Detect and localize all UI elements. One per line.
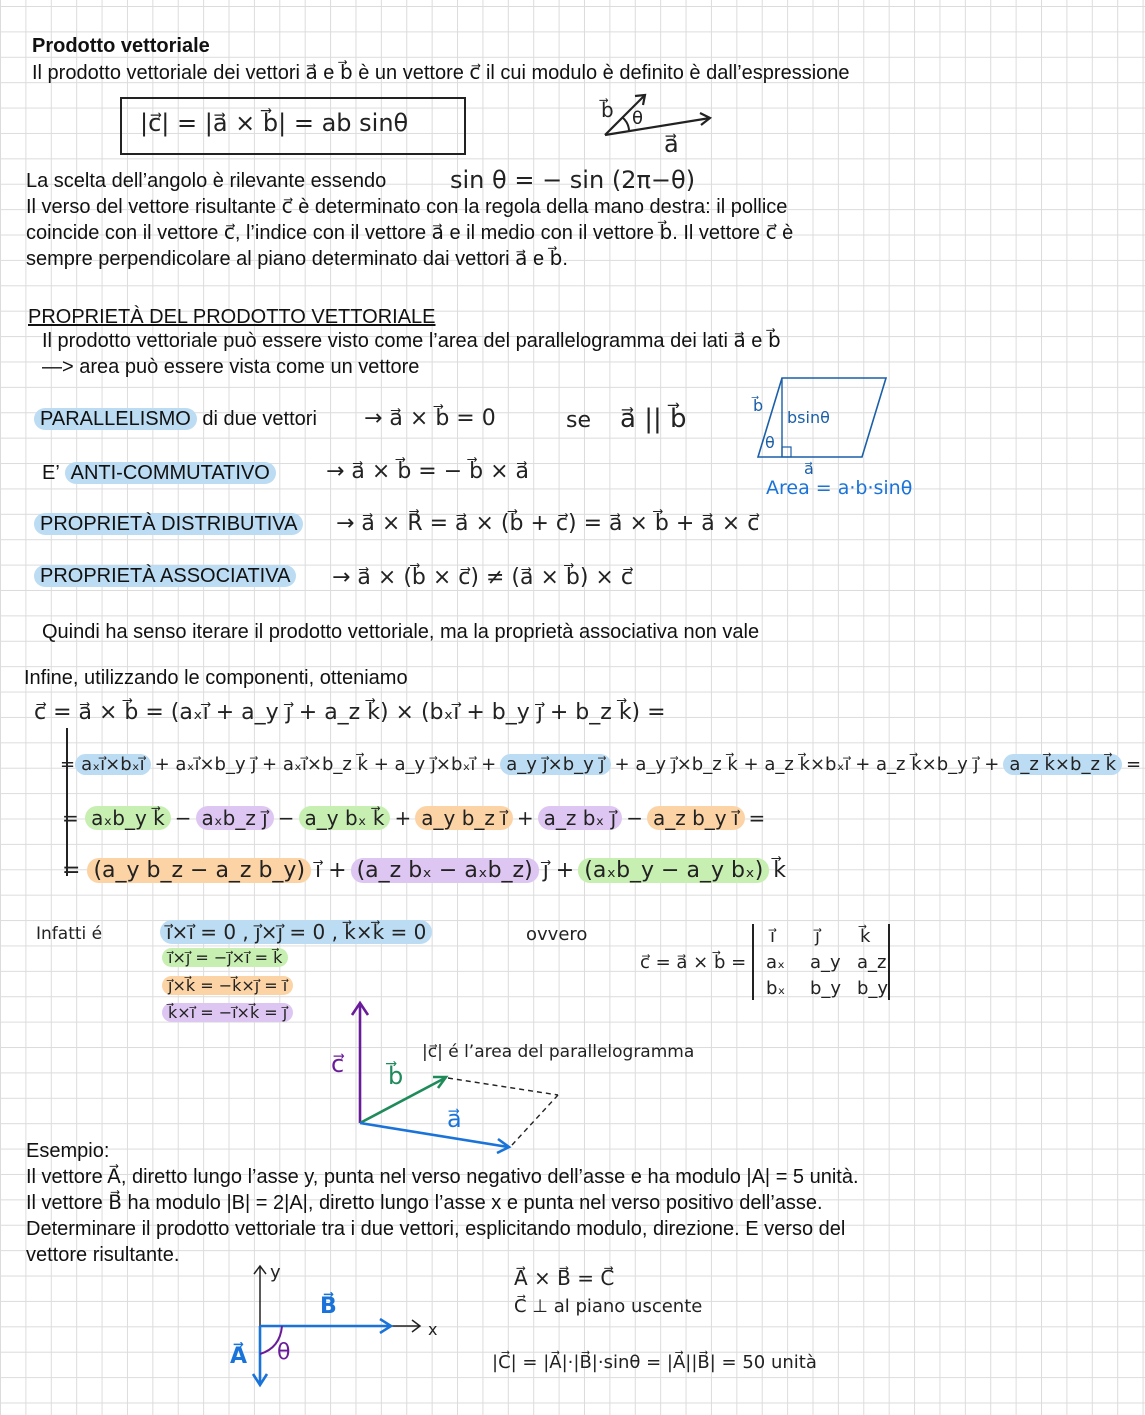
ovvero-label: ovvero — [526, 924, 588, 945]
expansion-line-3-terms — [85, 806, 769, 830]
diagram1-a-label: a⃗ — [664, 130, 679, 158]
diagram3-B-label: B⃗ — [320, 1294, 337, 1319]
axes-diagram — [230, 1262, 450, 1392]
expansion-term: = — [1126, 754, 1142, 775]
angle-text: La scelta dell’angolo è rilevante essendo — [26, 170, 387, 192]
diagram3-A-label: A⃗ — [230, 1344, 248, 1369]
expansion-term: (aₓb_y − a_y bₓ) — [578, 858, 769, 883]
prop-parallel-formula: → a⃗ × b⃗ = 0 — [364, 406, 496, 431]
det-r1c2: a_z — [857, 952, 887, 973]
expansion-line-4-terms — [87, 858, 790, 883]
solution-line-3: |C⃗| = |A⃗|·|B⃗|·sinθ = |A⃗||B⃗| = 50 unità — [492, 1352, 817, 1373]
properties-intro-1: Il prodotto vettoriale può essere visto come l’area del parallelogramma dei lati a⃗ e b⃗ — [42, 330, 781, 352]
prop-distr — [34, 511, 303, 537]
parallelogram-a-label: a⃗ — [804, 459, 814, 478]
identity-orange — [162, 976, 293, 995]
expansion-term: aₓb_y k⃗ — [85, 806, 171, 830]
esempio-title: Esempio: — [26, 1140, 110, 1162]
parallelogram-bsin-label: bsinθ — [787, 408, 830, 427]
prop-parallel-rest: di due vettori — [196, 408, 317, 430]
expansion-term: + — [516, 806, 534, 830]
prop-anti-label: ANTI-COMMUTATIVO — [65, 462, 276, 484]
expansion-term: a_z bₓ j⃗ — [538, 806, 623, 830]
expansion-term: − — [174, 806, 192, 830]
esempio-line-2: Il vettore B⃗ ha modulo |B| = 2|A|, diretto lungo l’asse x e punta nel verso positivo dell’asse. — [26, 1192, 823, 1214]
expansion-bracket-line — [66, 728, 68, 876]
determinant-lhs: c⃗ = a⃗ × b⃗ = — [640, 952, 747, 973]
expansion-line-1: c⃗ = a⃗ × b⃗ = (aₓi⃗ + a_y j⃗ + a_z k⃗) × (bₓi⃗ + b_y j⃗ + b_z k⃗) = — [34, 700, 666, 725]
diagram3-x-label: x — [428, 1320, 438, 1339]
identity-green-text: i⃗×j⃗ = −j⃗×i⃗ = k⃗ — [162, 948, 288, 967]
esempio-line-1: Il vettore A⃗, diretto lungo l’asse y, punta nel verso negativo dell’asse e ha modulo |A| = 5 unità. — [26, 1166, 859, 1188]
prop-parallel-se: se — [566, 408, 591, 433]
prop-distr-formula: → a⃗ × R⃗ = a⃗ × (b⃗ + c⃗) = a⃗ × b⃗ + a⃗ × c⃗ — [336, 511, 760, 536]
esempio-line-3: Determinare il prodotto vettoriale tra i due vettori, esplicitando modulo, direzione. E verso del — [26, 1218, 846, 1240]
prop-parallel-cond: a⃗ || b⃗ — [620, 404, 687, 434]
expansion-line-3: = aₓb_y k⃗ − aₓb_z j⃗ − a_y bₓ k⃗ + a_y b_z i⃗ + a_z bₓ j⃗ − a_z b_y i⃗ = — [62, 806, 769, 830]
expansion-term: aₓi⃗×bₓi⃗ — [75, 754, 151, 775]
expansion-term: a_y j⃗×b_y j⃗ — [500, 754, 610, 775]
expansion-term: j⃗ + — [542, 858, 575, 883]
properties-heading: PROPRIETÀ DEL PRODOTTO VETTORIALE — [28, 306, 436, 328]
identity-orange-text: j⃗×k⃗ = −k⃗×j⃗ = i⃗ — [162, 976, 293, 995]
solution-line-2: C⃗ ⊥ al piano uscente — [514, 1296, 703, 1317]
diagram1-b-label: b⃗ — [601, 98, 614, 122]
expansion-term: − — [626, 806, 643, 830]
expansion-term: a_z k⃗×b_z k⃗ — [1003, 754, 1122, 775]
prop-assoc — [34, 563, 296, 589]
parallelogram-area-label: Area = a·b·sinθ — [766, 477, 913, 499]
solution-line-1: A⃗ × B⃗ = C⃗ — [514, 1266, 615, 1290]
det-r2c2: b_y — [857, 978, 889, 999]
prop-anti-prefix: E’ — [42, 462, 65, 484]
expansion-term: a_y bₓ k⃗ — [299, 806, 391, 830]
det-r1c1: a_y — [810, 952, 841, 973]
determinant-left-bar — [752, 924, 754, 1000]
infatti-label: Infatti é — [36, 924, 103, 944]
verso-line-3: sempre perpendicolare al piano determinato dai vettori a⃗ e b⃗. — [26, 248, 568, 270]
identity-blue-text: i⃗×i⃗ = 0 , j⃗×j⃗ = 0 , k⃗×k⃗ = 0 — [160, 920, 432, 944]
identity-purple-text: k⃗×i⃗ = −i⃗×k⃗ = j⃗ — [162, 1003, 293, 1022]
parallelogram-theta-label: θ — [765, 433, 775, 452]
identity-purple — [162, 1003, 293, 1022]
prop-anti — [42, 460, 276, 486]
prop-distr-label: PROPRIETÀ DISTRIBUTIVA — [34, 513, 303, 535]
det-r2c1: b_y — [810, 978, 842, 999]
expansion-term: − — [277, 806, 295, 830]
page-title: Prodotto vettoriale — [32, 35, 210, 57]
identity-green — [162, 948, 288, 967]
diagram3-y-label: y — [270, 1262, 281, 1283]
expansion-term: = — [748, 806, 766, 830]
quindi-text: Quindi ha senso iterare il prodotto vettoriale, ma la proprietà associativa non vale — [42, 621, 760, 643]
expansion-line-4: = (a_y b_z − a_z b_y) i⃗ + (a_z bₓ − aₓb_z) j⃗ + (aₓb_y − a_y bₓ) k⃗ — [62, 858, 790, 883]
prop-assoc-formula: → a⃗ × (b⃗ × c⃗) ≠ (a⃗ × b⃗) × c⃗ — [332, 565, 633, 590]
expansion-term: (a_y b_z − a_z b_y) — [87, 858, 311, 883]
expansion-term: + — [394, 806, 412, 830]
angle-formula: sin θ = − sin (2π−θ) — [450, 166, 696, 194]
expansion-term: k⃗ — [773, 858, 787, 883]
expansion-term: + a_y j⃗×b_z k⃗ + a_z k⃗×bₓi⃗ + a_z k⃗×b_y j⃗ + — [614, 754, 1000, 775]
expansion-term: i⃗ + — [315, 858, 347, 883]
det-r1c0: aₓ — [766, 952, 786, 973]
diagram2-c-label: c⃗ — [331, 1050, 345, 1078]
parallelogram-b-label: b⃗ — [753, 396, 764, 415]
intro-text: Il prodotto vettoriale dei vettori a⃗ e b⃗ è un vettore c⃗ il cui modulo è definito è dall’espressione — [32, 62, 850, 84]
properties-intro-2: —> area può essere vista come un vettore — [42, 356, 420, 378]
det-r0c1: j⃗ — [815, 926, 821, 947]
diagram2-a-label: a⃗ — [447, 1105, 462, 1133]
verso-line-2: coincide con il vettore c⃗, l’indice con il vettore a⃗ e il medio con il vettore b⃗. Il vettore c⃗ è — [26, 222, 794, 244]
expansion-term: + aₓi⃗×b_y j⃗ + aₓi⃗×b_z k⃗ + a_y j⃗×bₓi⃗ + — [154, 754, 497, 775]
prop-assoc-label: PROPRIETÀ ASSOCIATIVA — [34, 565, 296, 587]
expansion-term: (a_z bₓ − aₓb_z) — [351, 858, 539, 883]
vector-a-line — [360, 1123, 508, 1147]
det-r2c0: bₓ — [766, 978, 786, 999]
diagram2-caption: |c⃗| é l’area del parallelogramma — [422, 1042, 695, 1062]
diagram3-theta-label: θ — [277, 1340, 291, 1365]
det-r0c0: i⃗ — [770, 926, 776, 947]
formula-box-text: |c⃗| = |a⃗ × b⃗| = ab sinθ — [140, 109, 409, 137]
identity-blue — [160, 920, 432, 944]
expansion-term: a_y b_z i⃗ — [415, 806, 513, 830]
prop-parallel — [34, 406, 317, 432]
infine-text: Infine, utilizzando le componenti, otteniamo — [24, 667, 408, 689]
diagram1-theta-label: θ — [632, 108, 644, 129]
expansion-term: a_z b_y i⃗ — [647, 806, 745, 830]
angle-diagram — [595, 90, 725, 160]
expansion-term: aₓb_z j⃗ — [196, 806, 274, 830]
determinant-right-bar — [888, 924, 890, 1000]
prop-anti-formula: → a⃗ × b⃗ = − b⃗ × a⃗ — [326, 459, 530, 484]
det-r0c2: k⃗ — [860, 926, 871, 947]
expansion-line-2: = aₓi⃗×bₓi⃗ + aₓi⃗×b_y j⃗ + aₓi⃗×b_z k⃗ + a_y j⃗×bₓi⃗ + a_y j⃗×b_y j⃗ + a_y j⃗×b_z k⃗ + a_z k⃗×bₓi⃗ + a_z k⃗×b_y j⃗ + a_z k⃗×b_z k⃗ = — [60, 754, 1145, 775]
esempio-line-4: vettore risultante. — [26, 1244, 180, 1266]
verso-line-1: Il verso del vettore risultante c⃗ è determinato con la regola della mano destra: il pollice — [26, 196, 788, 218]
diagram2-b-label: b⃗ — [388, 1062, 404, 1090]
prop-parallel-label: PARALLELISMO — [34, 408, 197, 430]
expansion-line-2-terms — [75, 754, 1145, 775]
